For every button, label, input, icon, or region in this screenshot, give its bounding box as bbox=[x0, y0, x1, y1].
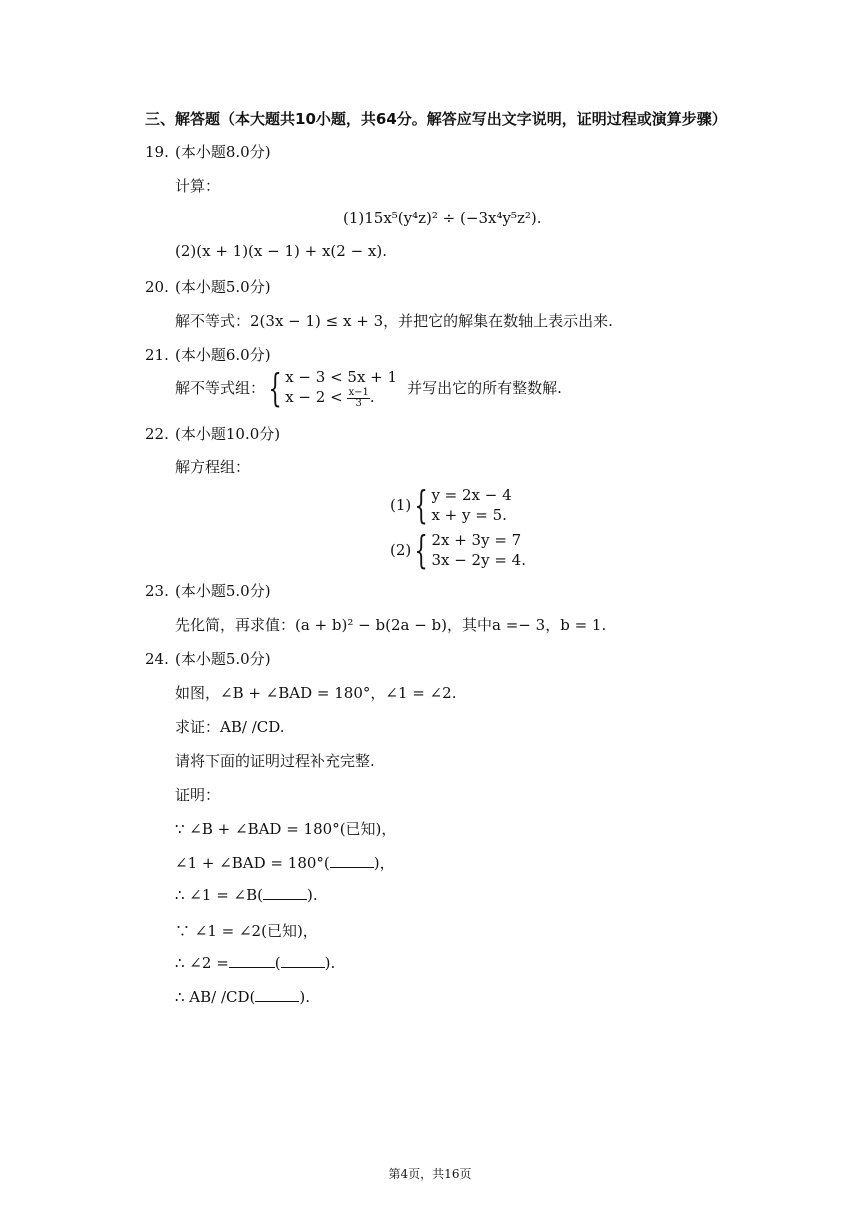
q24-step5-blank-2[interactable] bbox=[281, 954, 325, 968]
q24-step4: ∵ ∠1 = ∠2(已知)， bbox=[175, 922, 318, 940]
q22-prompt: 解方程组： bbox=[175, 458, 251, 476]
q24-step5: ∴ ∠2 = ( ). bbox=[175, 954, 336, 972]
q24-number: 24. bbox=[145, 650, 169, 668]
q23-condition-a: a =− 3 bbox=[492, 616, 546, 634]
q22-score: (本小题10.0分) bbox=[175, 425, 281, 443]
q24-prove bbox=[175, 716, 284, 737]
q21-number: 21. bbox=[145, 346, 169, 364]
q19-prompt: 计算： bbox=[175, 177, 221, 195]
q20-prompt-prefix: 解不等式： bbox=[175, 312, 251, 330]
q23-score: (本小题5.0分) bbox=[175, 582, 271, 600]
q24-step5-blank-1[interactable] bbox=[229, 954, 275, 968]
q23-prompt bbox=[175, 614, 606, 635]
q20-score: (本小题5.0分) bbox=[175, 278, 271, 296]
q24-prove-statement: AB/ /CD. bbox=[220, 718, 285, 736]
q22-sys2-label: (2) bbox=[390, 541, 412, 559]
q24-header bbox=[145, 648, 271, 669]
q23-end: . bbox=[601, 616, 607, 634]
q23-condition-b: b = 1 bbox=[560, 616, 602, 634]
q21-brace-icon: { bbox=[268, 365, 282, 410]
q19-score: (本小题8.0分) bbox=[175, 143, 271, 161]
q24-step1: ∵ ∠B + ∠BAD = 180°(已知)， bbox=[175, 820, 397, 838]
q19-number: 19. bbox=[145, 143, 169, 161]
q21-prompt-suffix: 并写出它的所有整数解. bbox=[407, 379, 562, 398]
q22-sys2-brace-icon: { bbox=[414, 528, 428, 572]
q23-number: 23. bbox=[145, 582, 169, 600]
q20-inequality: 2(3x − 1) ≤ x + 3 bbox=[250, 312, 384, 330]
q20-number: 20. bbox=[145, 278, 169, 296]
q21-score: (本小题6.0分) bbox=[175, 346, 271, 364]
q22-sys1-label: (1) bbox=[390, 496, 412, 514]
q21-prompt-prefix: 解不等式组： bbox=[175, 379, 266, 398]
q22-system-2 bbox=[390, 530, 526, 570]
q23-header bbox=[145, 580, 271, 601]
q21-prompt bbox=[175, 367, 562, 409]
q21-line1: x − 3 < 5x + 1 bbox=[285, 368, 398, 386]
q24-prove-prefix: 求证： bbox=[175, 718, 221, 736]
q24-step6: ∴ AB/ /CD( ). bbox=[175, 988, 311, 1006]
q22-sys2-line2: 3x − 2y = 4. bbox=[431, 551, 526, 569]
q19-part1: (1)15x⁵(y⁴z)² ÷ (−3x⁴y⁵z²). bbox=[343, 209, 542, 227]
q24-given bbox=[175, 682, 457, 703]
q20-prompt bbox=[175, 310, 613, 331]
q21-line2: x − 2 < $\frac{x-1}{3}$ . bbox=[285, 386, 375, 409]
q21-header bbox=[145, 344, 271, 365]
q24-given-prefix: 如图， bbox=[175, 684, 221, 702]
q24-step3: ∴ ∠1 = ∠B( ). bbox=[175, 886, 318, 904]
q22-number: 22. bbox=[145, 425, 169, 443]
q22-sys1-line2: x + y = 5. bbox=[431, 506, 507, 524]
q23-expression: (a + b)² − b(2a − b) bbox=[295, 616, 447, 634]
q21-frac-denominator: 3 bbox=[355, 397, 362, 409]
section-title: 三、解答题（本大题共10小题，共64分。解答应写出文字说明，证明过程或演算步骤） bbox=[145, 110, 727, 128]
q22-header bbox=[145, 423, 280, 444]
q24-step2-blank[interactable] bbox=[330, 854, 374, 868]
q22-sys2-line1: 2x + 3y = 7 bbox=[431, 531, 522, 549]
q20-header bbox=[145, 276, 271, 297]
q23-prompt-prefix: 先化简，再求值： bbox=[175, 616, 296, 634]
q20-prompt-suffix: ，并把它的解集在数轴上表示出来. bbox=[383, 312, 613, 330]
q19-part2: (2)(x + 1)(x − 1) + x(2 − x). bbox=[175, 242, 388, 260]
q24-instruction: 请将下面的证明过程补充完整. bbox=[175, 752, 375, 770]
q21-system bbox=[265, 367, 397, 409]
q24-step3-blank[interactable] bbox=[263, 886, 307, 900]
q24-step2: ∠1 + ∠BAD = 180°( )， bbox=[175, 854, 395, 872]
q23-separator: ， bbox=[545, 616, 561, 634]
q24-proof-label: 证明： bbox=[175, 786, 221, 804]
q22-sys1-brace-icon: { bbox=[414, 483, 428, 527]
q24-given-statement: ∠B + ∠BAD = 180°，∠1 = ∠2. bbox=[220, 684, 457, 702]
q23-where: ，其中 bbox=[447, 616, 493, 634]
q22-system-1 bbox=[390, 485, 512, 525]
q24-step6-blank[interactable] bbox=[255, 988, 299, 1002]
q19-header bbox=[145, 141, 271, 162]
q24-score: (本小题5.0分) bbox=[175, 650, 271, 668]
q21-frac-numerator: x−1 bbox=[348, 386, 369, 398]
page-footer: 第4页，共16页 bbox=[388, 1167, 472, 1181]
q22-sys1-line1: y = 2x − 4 bbox=[431, 486, 512, 504]
